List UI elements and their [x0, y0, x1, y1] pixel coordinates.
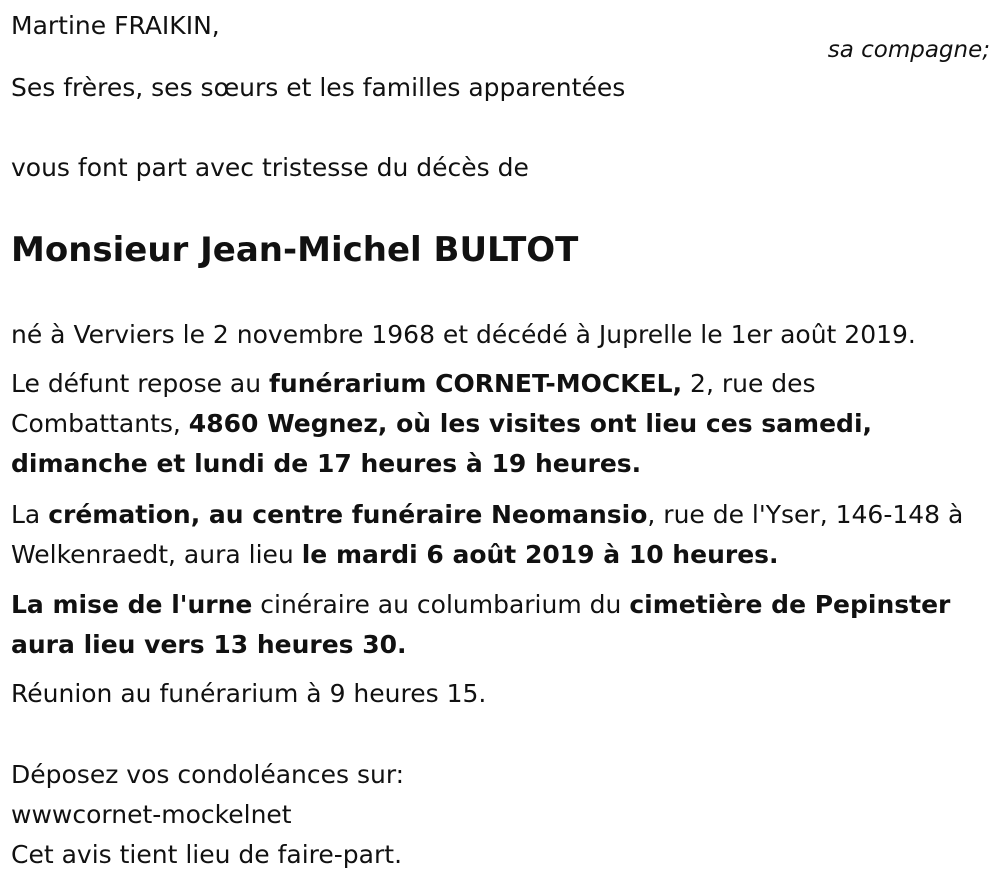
visit-line-3 [11, 444, 641, 484]
cremation-town: Welkenraedt, aura lieu [11, 540, 302, 569]
family-relatives: Ses frères, ses sœurs et les familles apparentées [11, 73, 626, 102]
visit-street: Combattants, [11, 409, 189, 438]
cremation-address: , rue de l'Yser, 146-148 à [647, 500, 964, 529]
visit-text: Le défunt repose au [11, 369, 270, 398]
cremation-line-2 [11, 535, 779, 575]
visit-line-1 [11, 364, 816, 404]
urn-placement: La mise de l'urne [11, 590, 253, 619]
visit-line-2 [11, 404, 872, 444]
urn-columbarium: cinéraire au columbarium du [252, 590, 630, 619]
announcement-text: vous font part avec tristesse du décès de [11, 153, 529, 182]
relation-label: sa compagne; [827, 37, 990, 63]
condolences-label: Déposez vos condoléances sur: [11, 760, 405, 789]
funeral-home-name: funérarium CORNET-MOCKEL, [269, 369, 683, 398]
urn-cemetery: cimetière de Pepinster [629, 590, 951, 619]
deceased-name: Monsieur Jean-Michel BULTOT [11, 230, 579, 270]
condolences-url[interactable]: wwwcornet-mockelnet [11, 800, 292, 829]
meeting-info: Réunion au funérarium à 9 heures 15. [11, 679, 487, 708]
cremation-prefix: La [11, 500, 49, 529]
urn-line-2 [11, 625, 407, 665]
urn-line-1 [11, 585, 950, 625]
notice-note: Cet avis tient lieu de faire-part. [11, 840, 403, 869]
cremation-line-1 [11, 495, 963, 535]
family-member-name: Martine FRAIKIN, [11, 11, 220, 40]
cremation-venue: crémation, au centre funéraire Neomansio [48, 500, 648, 529]
visit-hours: dimanche et lundi de 17 heures à 19 heures. [11, 449, 642, 478]
visit-address: 2, rue des [682, 369, 816, 398]
cremation-date: le mardi 6 août 2019 à 10 heures. [301, 540, 779, 569]
visit-location-schedule: 4860 Wegnez, où les visites ont lieu ces samedi, [188, 409, 873, 438]
birth-death-info: né à Verviers le 2 novembre 1968 et décédé à Juprelle le 1er août 2019. [11, 320, 916, 349]
urn-time: aura lieu vers 13 heures 30. [11, 630, 407, 659]
